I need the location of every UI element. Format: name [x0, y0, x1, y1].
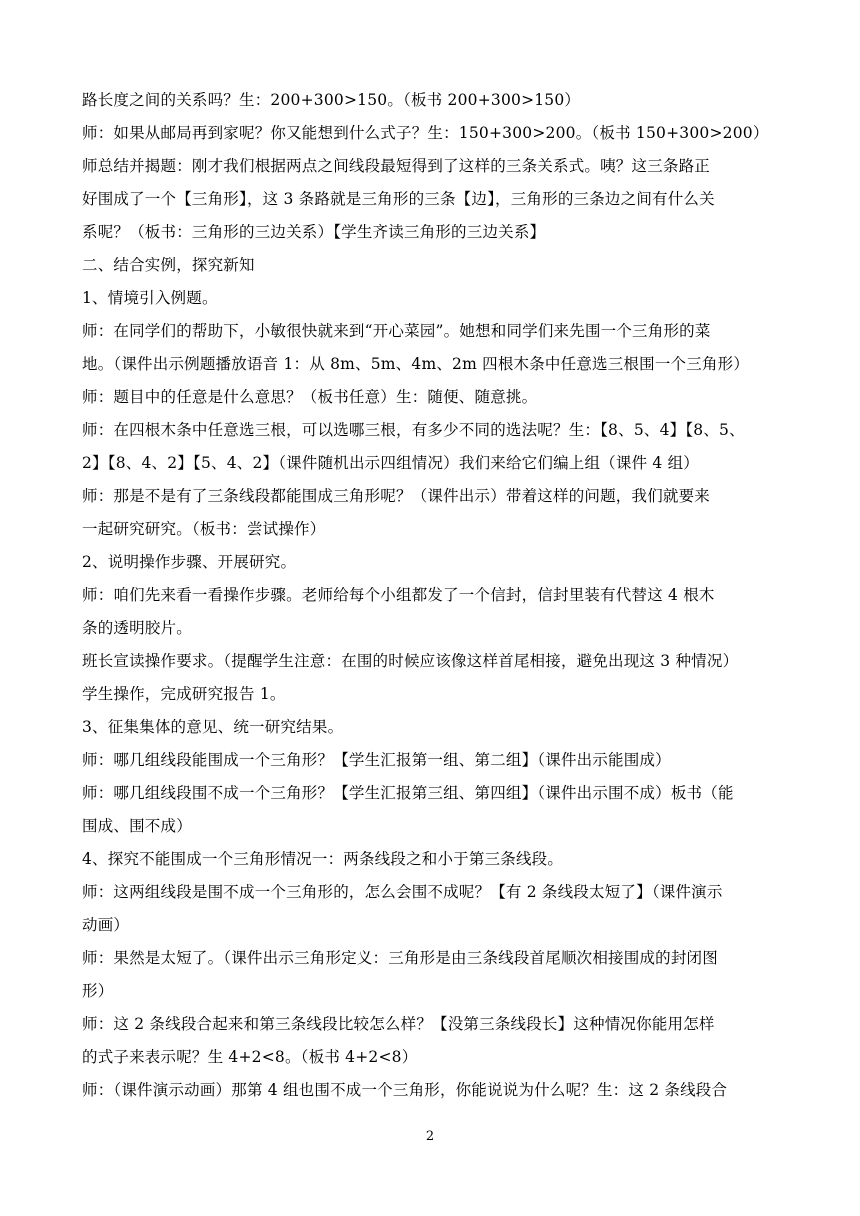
text-line: 师：（课件演示动画）那第 4 组也围不成一个三角形，你能说说为什么呢？生：这 2 条线段合 [82, 1081, 728, 1099]
text-line: 师：咱们先来看一看操作步骤。老师给每个小组都发了一个信封，信封里装有代替这 4 根木 [82, 586, 715, 604]
text-line: 路长度之间的关系吗？生：200+300>150。（板书 200+300>150） [82, 91, 581, 109]
subsection-heading: 2、说明操作步骤、开展研究。 [82, 553, 297, 571]
text-line: 师：如果从邮局再到家呢？你又能想到什么式子？生：150+300>200。（板书 150+300>200） [82, 124, 769, 142]
subsection-heading: 3、征集集体的意见、统一研究结果。 [82, 718, 344, 736]
text-line: 动画） [82, 916, 130, 934]
text-line: 师：在四根木条中任意选三根，可以选哪三根，有多少不同的选法呢？生：【8、5、4】【8、5、 [82, 421, 745, 439]
text-line: 班长宣读操作要求。（提醒学生注意：在围的时候应该像这样首尾相接，避免出现这 3 种情况） [82, 652, 739, 670]
text-line: 形） [82, 982, 114, 1000]
text-line: 好围成了一个【三角形】，这 3 条路就是三角形的三条【边】，三角形的三条边之间有什么关 [82, 190, 715, 208]
text-line: 围成、围不成） [82, 817, 192, 835]
text-line: 条的透明胶片。 [82, 619, 192, 637]
text-line: 一起研究研究。（板书：尝试操作） [82, 520, 326, 538]
text-line: 师：这 2 条线段合起来和第三条线段比较怎么样？【没第三条线段长】这种情况你能用怎样 [82, 1015, 715, 1033]
text-line: 师总结并揭题：刚才我们根据两点之间线段最短得到了这样的三条关系式。咦？这三条路正 [82, 157, 711, 175]
text-line: 学生操作，完成研究报告 1。 [82, 685, 286, 703]
text-line: 师：哪几组线段围不成一个三角形？【学生汇报第三组、第四组】（课件出示围不成）板书（能 [82, 784, 734, 802]
text-line: 2】【8、4、2】【5、4、2】（课件随机出示四组情况）我们来给它们编上组（课件 4 组） [82, 454, 699, 472]
text-line: 师：这两组线段是围不成一个三角形的，怎么会围不成呢？【有 2 条线段太短了】（课件演示 [82, 883, 723, 901]
section-heading: 二、结合实例，探究新知 [82, 256, 255, 274]
text-line: 师：果然是太短了。（课件出示三角形定义：三角形是由三条线段首尾顺次相接围成的封闭图 [82, 949, 718, 967]
subsection-heading: 4、探究不能围成一个三角形情况一：两条线段之和小于第三条线段。 [82, 850, 564, 868]
text-line: 的式子来表示呢？生 4+2<8。（板书 4+2<8） [82, 1048, 418, 1066]
text-line: 师：那是不是有了三条线段都能围成三角形呢？（课件出示）带着这样的问题，我们就要来 [82, 487, 711, 505]
text-line: 师：哪几组线段能围成一个三角形？【学生汇报第一组、第二组】（课件出示能围成） [82, 751, 671, 769]
text-line: 地。（课件出示例题播放语音 1：从 8m、5m、4m、2m 四根木条中任意选三根围一个三角形） [82, 355, 750, 373]
text-line: 师：题目中的任意是什么意思？（板书任意）生：随便、随意挑。 [82, 388, 538, 406]
subsection-heading: 1、情境引入例题。 [82, 289, 218, 307]
page-number: 2 [425, 1129, 435, 1144]
text-line: 师：在同学们的帮助下，小敏很快就来到“开心菜园”。她想和同学们来先围一个三角形的菜 [82, 322, 711, 340]
text-line: 系呢？（板书：三角形的三边关系）【学生齐读三角形的三边关系】 [82, 223, 546, 241]
